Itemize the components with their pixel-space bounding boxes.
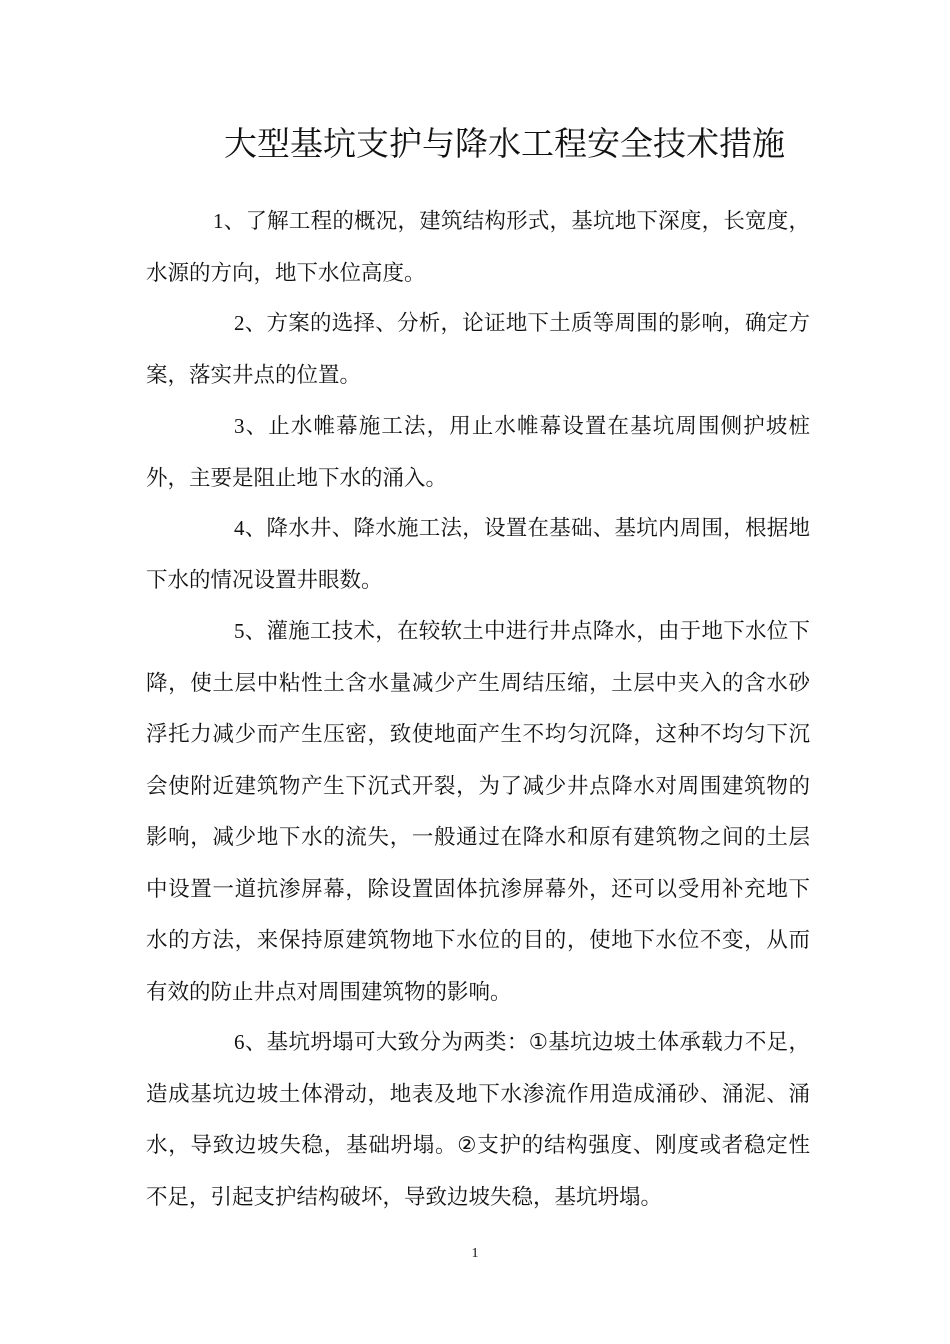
paragraph-3: [146, 401, 810, 504]
paragraph-text: 、降水井、降水施工法，设置在基础、基坑内周围，根据地下水的情况设置井眼数。: [146, 516, 810, 593]
paragraph-number: 3: [234, 414, 245, 438]
paragraph-number: 2: [234, 311, 245, 335]
paragraph-text: 、方案的选择、分析，论证地下土质等周围的影响，确定方案，落实井点的位置。: [146, 311, 810, 388]
document-title: 大型基坑支护与降水工程安全技术措施: [224, 124, 785, 163]
paragraph-text: 、了解工程的概况，建筑结构形式，基坑地下深度，长宽度，水源的方向，地下水位高度。: [146, 209, 810, 286]
paragraph-number: 6: [234, 1030, 245, 1054]
paragraph-6: [146, 1017, 810, 1223]
paragraph-2: [146, 298, 810, 401]
paragraph-text: 、灌施工技术，在较软土中进行井点降水，由于地下水位下降，使土层中粘性土含水量减少产生周结压缩，土层中夹入的含水砂浮托力减少而产生压密，致使地面产生不均匀沉降，这种不均匀下沉会使附近建筑物产生下沉式开裂，为了减少井点降水对周围建筑物的影响，减少地下水的流失，一般通过在降水和原有建筑物之间的土层中设置一道抗渗屏幕，除设置固体抗渗屏幕外，还可以受用补充地下水的方法，来保持原建筑物地下水位的目的，使地下水位不变，从而有效的防止井点对周围建筑物的影响。: [146, 619, 810, 1005]
paragraph-text: 、止水帷幕施工法，用止水帷幕设置在基坑周围侧护坡桩外，主要是阻止地下水的涌入。: [146, 414, 810, 491]
page-number: 1: [471, 1246, 479, 1261]
paragraph-number: 1: [213, 209, 224, 233]
paragraph-text: 、基坑坍塌可大致分为两类：①基坑边坡土体承载力不足，造成基坑边坡土体滑动，地表及地下水渗流作用造成涌砂、涌泥、涌水，导致边坡失稳，基础坍塌。②支护的结构强度、刚度或者稳定性不足，引起支护结构破坏，导致边坡失稳，基坑坍塌。: [146, 1030, 810, 1210]
paragraph-1: [146, 196, 810, 299]
paragraph-number: 5: [234, 619, 245, 643]
paragraph-5: [146, 606, 810, 1018]
paragraph-number: 4: [234, 516, 245, 540]
paragraph-4: [146, 503, 810, 606]
